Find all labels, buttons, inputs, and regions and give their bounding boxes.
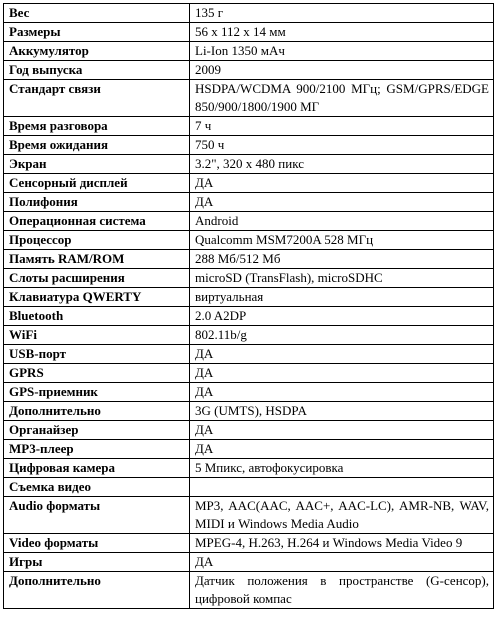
spec-value: ДА bbox=[190, 364, 494, 383]
spec-row-gps bbox=[4, 383, 494, 402]
spec-label: Время ожидания bbox=[4, 136, 190, 155]
spec-value: ДА bbox=[190, 345, 494, 364]
spec-value: 288 Мб/512 Мб bbox=[190, 250, 494, 269]
spec-label: Дополнительно bbox=[4, 402, 190, 421]
spec-row-screen bbox=[4, 155, 494, 174]
spec-row-additional-sensors bbox=[4, 572, 494, 609]
spec-label: Время разговора bbox=[4, 117, 190, 136]
spec-label: Процессор bbox=[4, 231, 190, 250]
spec-label: Память RAM/ROM bbox=[4, 250, 190, 269]
spec-value: HSDPA/WCDMA 900/2100 МГц; GSM/GPRS/EDGE 850/900/1800/1900 МГ bbox=[190, 80, 494, 117]
spec-label: GPS-приемник bbox=[4, 383, 190, 402]
spec-label: Audio форматы bbox=[4, 497, 190, 534]
spec-row-games bbox=[4, 553, 494, 572]
spec-row-expansion-slots bbox=[4, 269, 494, 288]
spec-row-audio-formats bbox=[4, 497, 494, 534]
spec-row-bluetooth bbox=[4, 307, 494, 326]
spec-row-os bbox=[4, 212, 494, 231]
spec-label: Сенсорный дисплей bbox=[4, 174, 190, 193]
spec-row-video-formats bbox=[4, 534, 494, 553]
spec-value: 2.0 A2DP bbox=[190, 307, 494, 326]
spec-value: 5 Мпикс, автофокусировка bbox=[190, 459, 494, 478]
spec-row-processor bbox=[4, 231, 494, 250]
spec-label: Bluetooth bbox=[4, 307, 190, 326]
spec-row-network-standard bbox=[4, 80, 494, 117]
spec-row-gprs bbox=[4, 364, 494, 383]
spec-value bbox=[190, 478, 494, 497]
spec-label: Аккумулятор bbox=[4, 42, 190, 61]
spec-row-dimensions bbox=[4, 23, 494, 42]
spec-label: Операционная система bbox=[4, 212, 190, 231]
spec-row-video-recording bbox=[4, 478, 494, 497]
spec-row-organizer bbox=[4, 421, 494, 440]
spec-value: 135 г bbox=[190, 4, 494, 23]
spec-row-memory bbox=[4, 250, 494, 269]
spec-label: Размеры bbox=[4, 23, 190, 42]
spec-value: 7 ч bbox=[190, 117, 494, 136]
spec-row-usb-port bbox=[4, 345, 494, 364]
spec-label: Экран bbox=[4, 155, 190, 174]
spec-label: USB-порт bbox=[4, 345, 190, 364]
spec-row-battery bbox=[4, 42, 494, 61]
spec-label: Игры bbox=[4, 553, 190, 572]
spec-row-talk-time bbox=[4, 117, 494, 136]
spec-row-weight bbox=[4, 4, 494, 23]
spec-value: ДА bbox=[190, 193, 494, 212]
spec-label: Video форматы bbox=[4, 534, 190, 553]
spec-label: Полифония bbox=[4, 193, 190, 212]
spec-label: MP3-плеер bbox=[4, 440, 190, 459]
spec-label: GPRS bbox=[4, 364, 190, 383]
spec-label: Цифровая камера bbox=[4, 459, 190, 478]
spec-value: Li-Ion 1350 мАч bbox=[190, 42, 494, 61]
spec-value: 56 x 112 x 14 мм bbox=[190, 23, 494, 42]
spec-value: 3.2", 320 x 480 пикс bbox=[190, 155, 494, 174]
spec-label: Стандарт связи bbox=[4, 80, 190, 117]
spec-row-qwerty-keyboard bbox=[4, 288, 494, 307]
spec-row-release-year bbox=[4, 61, 494, 80]
spec-value: ДА bbox=[190, 553, 494, 572]
spec-value: ДА bbox=[190, 383, 494, 402]
spec-label: Слоты расширения bbox=[4, 269, 190, 288]
spec-row-camera bbox=[4, 459, 494, 478]
spec-value: 3G (UMTS), HSDPA bbox=[190, 402, 494, 421]
spec-label: WiFi bbox=[4, 326, 190, 345]
spec-label: Дополнительно bbox=[4, 572, 190, 609]
spec-row-standby-time bbox=[4, 136, 494, 155]
spec-value: ДА bbox=[190, 421, 494, 440]
spec-label: Вес bbox=[4, 4, 190, 23]
spec-value: 802.11b/g bbox=[190, 326, 494, 345]
spec-value: MPEG-4, H.263, H.264 и Windows Media Video 9 bbox=[190, 534, 494, 553]
spec-row-touchscreen bbox=[4, 174, 494, 193]
specs-table bbox=[3, 3, 494, 609]
spec-value: Android bbox=[190, 212, 494, 231]
spec-row-additional-network bbox=[4, 402, 494, 421]
spec-value: 2009 bbox=[190, 61, 494, 80]
spec-value: Qualcomm MSM7200A 528 МГц bbox=[190, 231, 494, 250]
spec-row-wifi bbox=[4, 326, 494, 345]
spec-row-polyphony bbox=[4, 193, 494, 212]
spec-value: Датчик положения в пространстве (G-сенсор), цифровой компас bbox=[190, 572, 494, 609]
spec-value: виртуальная bbox=[190, 288, 494, 307]
spec-row-mp3-player bbox=[4, 440, 494, 459]
spec-value: ДА bbox=[190, 440, 494, 459]
spec-value: 750 ч bbox=[190, 136, 494, 155]
spec-label: Год выпуска bbox=[4, 61, 190, 80]
spec-label: Органайзер bbox=[4, 421, 190, 440]
spec-value: microSD (TransFlash), microSDHC bbox=[190, 269, 494, 288]
spec-value: MP3, AAC(AAC, AAC+, AAC-LC), AMR-NB, WAV, MIDI и Windows Media Audio bbox=[190, 497, 494, 534]
spec-label: Съемка видео bbox=[4, 478, 190, 497]
spec-label: Клавиатура QWERTY bbox=[4, 288, 190, 307]
spec-value: ДА bbox=[190, 174, 494, 193]
